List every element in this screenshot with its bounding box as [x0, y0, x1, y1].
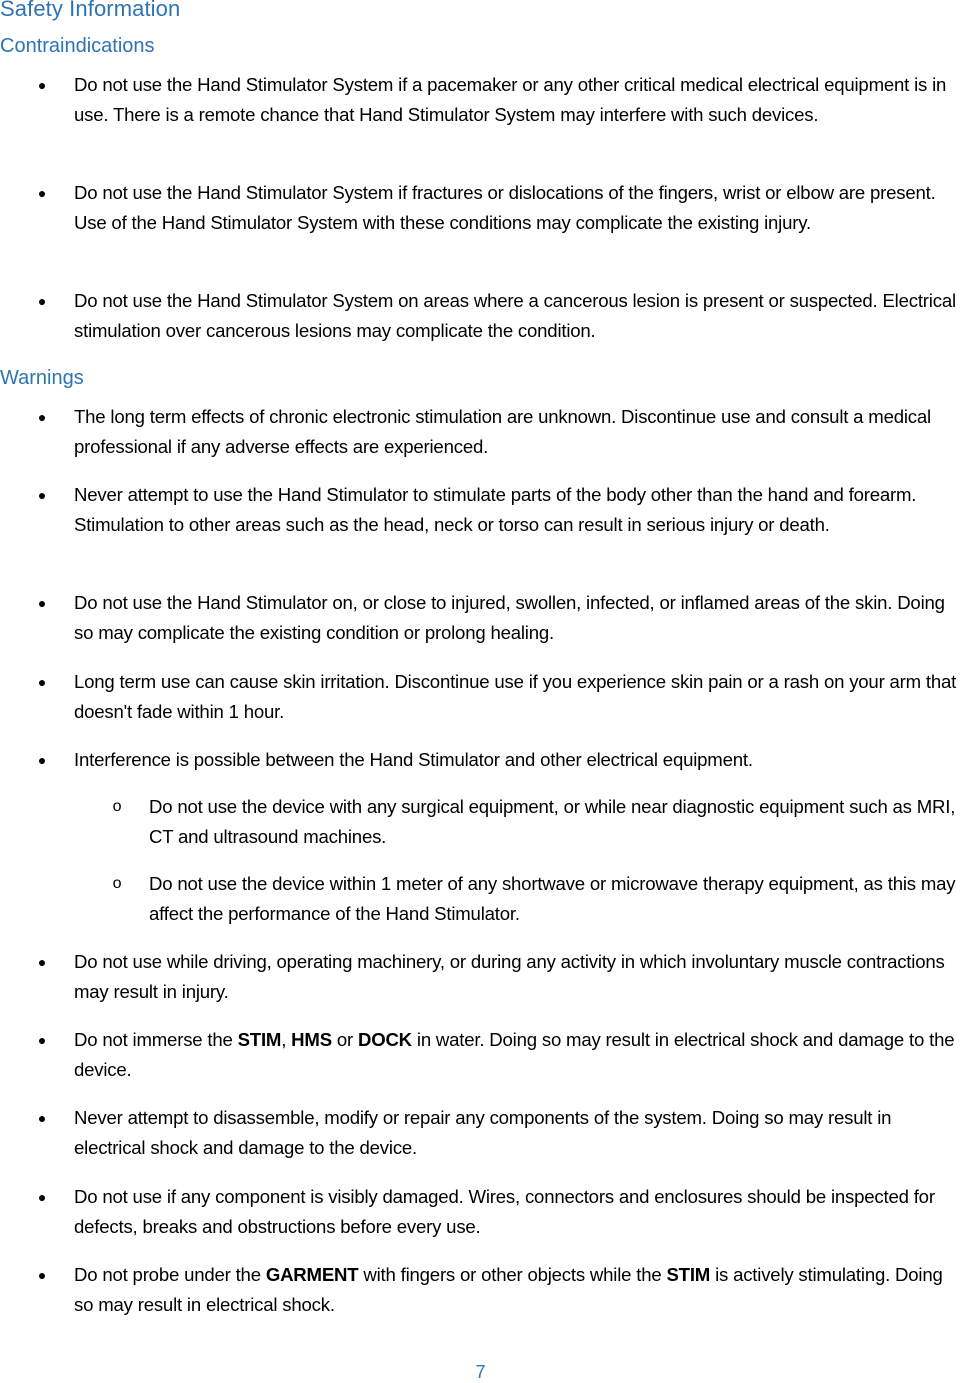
list-item [37, 286, 961, 346]
text-run: Do not immerse the [74, 1029, 238, 1050]
list-item-text: Long term use can cause skin irritation. Discontinue use if you experience skin pain or a rash on your arm that doesn't fade within 1 hour. [74, 671, 957, 722]
list-item [37, 178, 961, 238]
list-item [37, 1182, 961, 1242]
text-run: with fingers or other objects while the [358, 1264, 667, 1285]
list-item [37, 402, 961, 462]
list-item [37, 947, 961, 1007]
sub-list-item [112, 869, 961, 929]
page-title: Safety Information [0, 0, 181, 21]
list-item-text: Do not use the device within 1 meter of any shortwave or microwave therapy equipment, as this may affect the performance of the Hand Stimulator. [149, 873, 956, 924]
list-item-text: Do not use if any component is visibly damaged. Wires, connectors and enclosures should be inspected for defects, breaks and obstructions before every use. [74, 1186, 935, 1237]
text-run: Do not probe under the [74, 1264, 266, 1285]
sub-list-item [112, 792, 961, 852]
bullet-icon: ● [37, 595, 47, 611]
list-item-text: Do not use the Hand Stimulator System if fractures or dislocations of the fingers, wrist or elbow are present. Use of the Hand Stimulator System with these conditions may complicate the existing injury. [74, 182, 936, 233]
bullet-icon: ● [37, 487, 47, 503]
list-item-text: The long term effects of chronic electronic stimulation are unknown. Discontinue use and consult a medical professional if any adverse effects are experienced. [74, 406, 931, 457]
bullet-icon: ● [37, 1189, 47, 1205]
list-item-text: Do not use the Hand Stimulator on, or close to injured, swollen, infected, or inflamed areas of the skin. Doing so may complicate the existing condition or prolong healing. [74, 592, 945, 643]
list-item [37, 588, 961, 648]
bullet-icon: ● [37, 1110, 47, 1126]
list-item [37, 480, 961, 540]
list-item [37, 1025, 961, 1085]
list-item-text: Do not use the Hand Stimulator System if a pacemaker or any other critical medical electrical equipment is in use. There is a remote chance that Hand Stimulator System may interfere with such devices. [74, 74, 947, 125]
list-item [37, 70, 961, 130]
list-item [37, 667, 961, 727]
list-item-text: Do not use the Hand Stimulator System on areas where a cancerous lesion is present or suspected. Electrical stimulation over cancerous lesions may complicate the condition. [74, 290, 956, 341]
text-run: or [331, 1029, 358, 1050]
stim-term: STIM [666, 1264, 711, 1285]
bullet-icon: ● [37, 77, 47, 93]
list-item-text [74, 1264, 943, 1315]
list-item-text: Never attempt to use the Hand Stimulator to stimulate parts of the body other than the hand and forearm. Stimulation to other areas such as the head, neck or torso can result in serious injury or death. [74, 484, 917, 535]
hms-term: HMS [291, 1029, 332, 1050]
contraindications-heading: Contraindications [0, 35, 155, 57]
bullet-icon: ● [37, 185, 47, 201]
warnings-heading: Warnings [0, 367, 84, 389]
bullet-icon: ● [37, 409, 47, 425]
garment-term: GARMENT [265, 1264, 359, 1285]
sub-bullet-icon: o [112, 875, 122, 892]
bullet-icon: ● [37, 674, 47, 690]
stim-term: STIM [237, 1029, 282, 1050]
bullet-icon: ● [37, 954, 47, 970]
list-item-text: Do not use while driving, operating machinery, or during any activity in which involuntary muscle contractions may result in injury. [74, 951, 945, 1002]
list-item-text: Interference is possible between the Hand Stimulator and other electrical equipment. [74, 749, 753, 770]
sub-bullet-icon: o [112, 798, 122, 815]
dock-term: DOCK [357, 1029, 412, 1050]
list-item-text: Never attempt to disassemble, modify or repair any components of the system. Doing so may result in electrical shock and damage to the device. [74, 1107, 892, 1158]
list-item [37, 1103, 961, 1163]
list-item [37, 745, 961, 775]
text-run: , [281, 1029, 292, 1050]
list-item-text: Do not use the device with any surgical equipment, or while near diagnostic equipment such as MRI, CT and ultrasound machines. [149, 796, 956, 847]
bullet-icon: ● [37, 293, 47, 309]
text-run: in water. Doing so may result in electrical shock and damage to the device. [74, 1029, 955, 1080]
list-item [37, 1260, 961, 1320]
page-number: 7 [475, 1362, 486, 1382]
bullet-icon: ● [37, 752, 47, 768]
text-run: is actively stimulating. Doing so may result in electrical shock. [74, 1264, 943, 1315]
bullet-icon: ● [37, 1032, 47, 1048]
list-item-text [74, 1029, 954, 1080]
bullet-icon: ● [37, 1267, 47, 1283]
